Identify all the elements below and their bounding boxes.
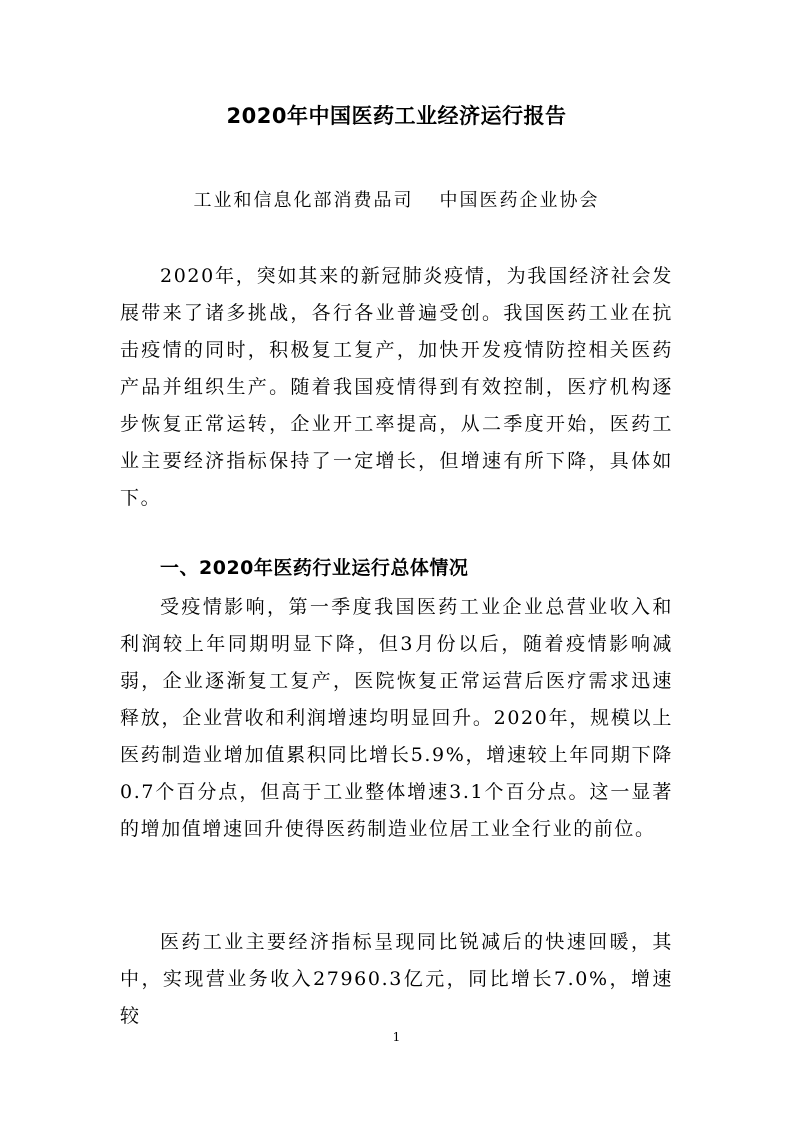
author-org-association: 中国医药企业协会 xyxy=(439,190,600,211)
section1-paragraph-2: 医药工业主要经济指标呈现同比锐减后的快速回暖，其中，实现营业务收入27960.3亿元，同比增长7.0%，增速较 xyxy=(120,931,673,1027)
authors-line xyxy=(120,186,673,212)
section-heading-1: 一、2020年医药行业运行总体情况 xyxy=(160,557,469,579)
page-number: 1 xyxy=(392,1030,401,1044)
document-title: 2020年中国医药工业经济运行报告 xyxy=(226,104,567,128)
author-org-ministry: 工业和信息化部消费品司 xyxy=(193,190,414,211)
section1-paragraph-1: 受疫情影响，第一季度我国医药工业企业总营业收入和利润较上年同期明显下降，但3月份以后，随着疫情影响减弱，企业逐渐复工复产，医院恢复正常运营后医疗需求迅速释放，企业营收和利润增速均明显回升。2020年，规模以上医药制造业增加值累积同比增长5.9%，增速较上年同期下降0.7个百分点，但高于工业整体增速3.1个百分点。这一显著的增加值增速回升使得医药制造业位居工业全行业的前位。 xyxy=(120,596,673,840)
intro-paragraph: 2020年，突如其来的新冠肺炎疫情，为我国经济社会发展带来了诸多挑战，各行各业普遍受创。我国医药工业在抗击疫情的同时，积极复工复产，加快开发疫情防控相关医药产品并组织生产。随着我国疫情得到有效控制，医疗机构逐步恢复正常运转，企业开工率提高，从二季度开始，医药工业主要经济指标保持了一定增长，但增速有所下降，具体如下。 xyxy=(120,265,673,509)
